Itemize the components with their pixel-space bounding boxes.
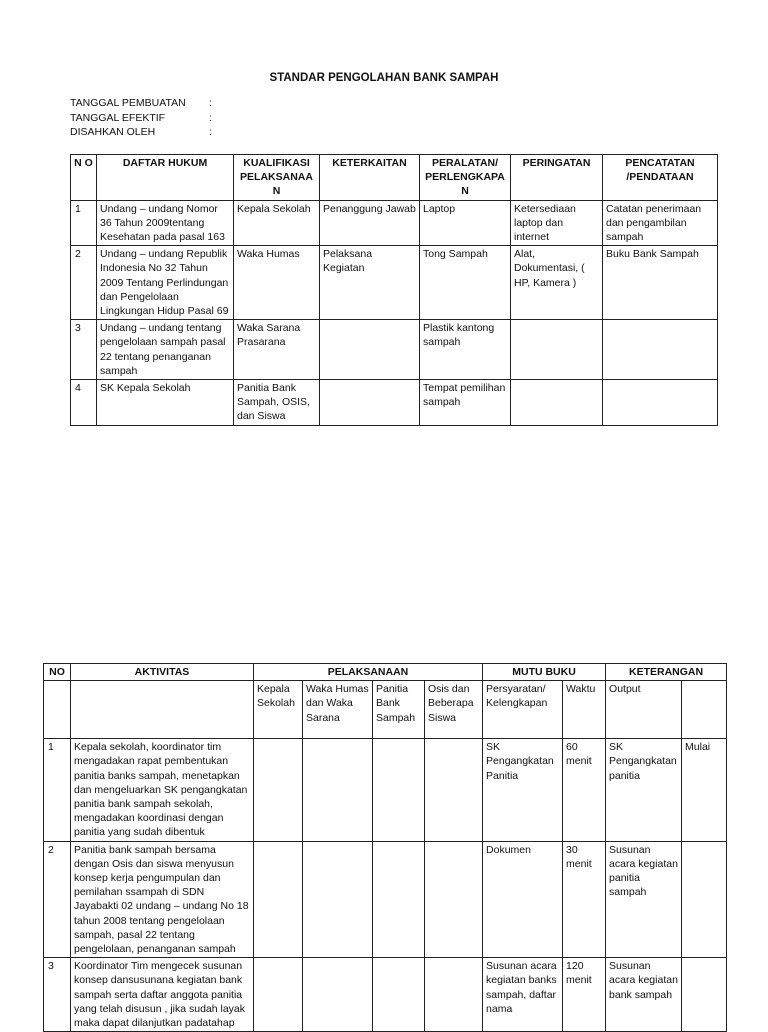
- table-row: [44, 739, 727, 841]
- cell-pelaksana-panitia: [373, 841, 425, 958]
- meta-separator: :: [209, 126, 212, 138]
- table-row: [71, 200, 718, 246]
- subheader-waktu: Waktu: [563, 681, 606, 739]
- table-row: [71, 380, 718, 426]
- legal-basis-table: [70, 154, 718, 426]
- cell-waktu: 120 menit: [563, 958, 606, 1032]
- col-header-no: N O: [71, 155, 97, 201]
- meta-row-tanggal-efektif: [70, 111, 212, 126]
- subheader-osis: Osis dan Beberapa Siswa: [425, 681, 483, 739]
- cell-peringatan: Alat, Dokumentasi, ( HP, Kamera ): [511, 246, 603, 320]
- cell-no: 3: [71, 320, 97, 380]
- table-subheader-row: [44, 681, 727, 739]
- cell-pelaksana-panitia: [373, 958, 425, 1032]
- col-header-no: NO: [44, 664, 71, 681]
- cell-no: 2: [71, 246, 97, 320]
- cell-no: 3: [44, 958, 71, 1032]
- table-row: [44, 958, 727, 1032]
- meta-row-tanggal-pembuatan: [70, 96, 212, 111]
- col-header-pencatatan: PENCATATAN /PENDATAAN: [603, 155, 718, 201]
- cell-aktivitas: Kepala sekolah, koordinator tim mengadakan rapat pembentukan panitia banks sampah, menetapkan dan mengeluarkan SK pengangkatan panitia bank sampah sekolah, mengadakan koordinasi dengan panitia yang sudah dibentuk: [71, 739, 254, 841]
- cell-aktivitas: Koordinator Tim mengecek susunan konsep dansusunana kegiatan bank sampah serta daftar anggota panitia yang telah disusun , jika sudah layak maka dapat dilanjutkan padatahap: [71, 958, 254, 1032]
- col-header-pelaksanaan: PELAKSANAAN: [254, 664, 483, 681]
- cell-peringatan: [511, 320, 603, 380]
- cell-daftar-hukum: Undang – undang tentang pengelolaan sampah pasal 22 tentang penanganan sampah: [97, 320, 234, 380]
- col-header-mutu-buku: MUTU BUKU: [483, 664, 606, 681]
- cell-keterkaitan: [320, 380, 420, 426]
- cell-kualifikasi: Waka Humas: [234, 246, 320, 320]
- cell-pelaksana-panitia: [373, 739, 425, 841]
- cell-no: 2: [44, 841, 71, 958]
- cell-persyaratan: Dokumen: [483, 841, 563, 958]
- table-row: [71, 320, 718, 380]
- cell-output: Susunan acara kegiatan bank sampah: [606, 958, 682, 1032]
- cell-pelaksana-kepala: [254, 841, 303, 958]
- cell-pelaksana-waka: [303, 841, 373, 958]
- cell-kualifikasi: Kepala Sekolah: [234, 200, 320, 246]
- cell-waktu: 30 menit: [563, 841, 606, 958]
- cell-waktu: 60 menit: [563, 739, 606, 841]
- cell-daftar-hukum: Undang – undang Nomor 36 Tahun 2009tentang Kesehatan pada pasal 163: [97, 200, 234, 246]
- cell-pencatatan: [603, 380, 718, 426]
- cell-persyaratan: SK Pengangkatan Panitia: [483, 739, 563, 841]
- table-row: [71, 246, 718, 320]
- cell-keterkaitan: [320, 320, 420, 380]
- cell-no: 4: [71, 380, 97, 426]
- cell-pencatatan: [603, 320, 718, 380]
- cell-output: Susunan acara kegiatan panitia sampah: [606, 841, 682, 958]
- table-header-row: [44, 664, 727, 681]
- cell-keterangan: [682, 841, 727, 958]
- cell-pelaksana-waka: [303, 739, 373, 841]
- cell-pelaksana-osis: [425, 841, 483, 958]
- cell-kualifikasi: Panitia Bank Sampah, OSIS, dan Siswa: [234, 380, 320, 426]
- subheader-output: Output: [606, 681, 682, 739]
- cell-pelaksana-kepala: [254, 958, 303, 1032]
- cell-daftar-hukum: Undang – undang Republik Indonesia No 32 Tahun 2009 Tentang Perlindungan dan Pengelolaan Lingkungan Hidup Pasal 69: [97, 246, 234, 320]
- cell-keterkaitan: Pelaksana Kegiatan: [320, 246, 420, 320]
- cell-peralatan: Tempat pemilihan sampah: [420, 380, 511, 426]
- col-header-keterangan: KETERANGAN: [606, 664, 727, 681]
- cell-kualifikasi: Waka Sarana Prasarana: [234, 320, 320, 380]
- cell-peringatan: Ketersediaan laptop dan internet: [511, 200, 603, 246]
- cell-daftar-hukum: SK Kepala Sekolah: [97, 380, 234, 426]
- meta-label: TANGGAL PEMBUATAN: [70, 97, 186, 109]
- col-header-aktivitas: AKTIVITAS: [71, 664, 254, 681]
- cell-keterangan: [682, 958, 727, 1032]
- cell-aktivitas: Panitia bank sampah bersama dengan Osis dan siswa menyusun konsep kerja pengumpulan dan pemilahan ssampah di SDN Jayabakti 02 undang – undang No 18 tahun 2008 tentang pengelolaan sampah, pasal 22 tentang pengelolaan, penanganan sampah: [71, 841, 254, 958]
- meta-label: TANGGAL EFEKTIF: [70, 111, 166, 124]
- cell-pelaksana-waka: [303, 958, 373, 1032]
- table-row: [44, 841, 727, 958]
- meta-row-disahkan-oleh: [70, 125, 212, 140]
- col-header-kualifikasi: KUALIFIKASI PELAKSANAAN: [234, 155, 320, 201]
- meta-separator: :: [209, 97, 212, 109]
- cell-peralatan: Laptop: [420, 200, 511, 246]
- subheader-empty: [71, 681, 254, 739]
- meta-separator: :: [209, 111, 212, 124]
- cell-keterangan: Mulai: [682, 739, 727, 841]
- cell-no: 1: [44, 739, 71, 841]
- table-header-row: [71, 155, 718, 201]
- cell-peralatan: Plastik kantong sampah: [420, 320, 511, 380]
- col-header-peralatan: PERALATAN/ PERLENGKAPAN: [420, 155, 511, 201]
- subheader-panitia: Panitia Bank Sampah: [373, 681, 425, 739]
- subheader-persyaratan: Persyaratan/ Kelengkapan: [483, 681, 563, 739]
- activity-table: [43, 663, 727, 1032]
- meta-label: DISAHKAN OLEH: [70, 126, 156, 138]
- col-header-keterkaitan: KETERKAITAN: [320, 155, 420, 201]
- cell-pelaksana-osis: [425, 739, 483, 841]
- document-title: STANDAR PENGOLAHAN BANK SAMPAH: [269, 72, 499, 84]
- cell-pelaksana-osis: [425, 958, 483, 1032]
- cell-pencatatan: Buku Bank Sampah: [603, 246, 718, 320]
- subheader-kepala-sekolah: Kepala Sekolah: [254, 681, 303, 739]
- col-header-daftar-hukum: DAFTAR HUKUM: [97, 155, 234, 201]
- col-header-peringatan: PERINGATAN: [511, 155, 603, 201]
- cell-keterkaitan: Penanggung Jawab: [320, 200, 420, 246]
- cell-peralatan: Tong Sampah: [420, 246, 511, 320]
- subheader-waka: Waka Humas dan Waka Sarana: [303, 681, 373, 739]
- cell-pencatatan: Catatan penerimaan dan pengambilan sampah: [603, 200, 718, 246]
- cell-persyaratan: Susunan acara kegiatan banks sampah, daftar nama: [483, 958, 563, 1032]
- document-meta: [70, 96, 212, 140]
- cell-pelaksana-kepala: [254, 739, 303, 841]
- cell-output: SK Pengangkatan panitia: [606, 739, 682, 841]
- subheader-empty: [44, 681, 71, 739]
- cell-peringatan: [511, 380, 603, 426]
- subheader-empty: [682, 681, 727, 739]
- cell-no: 1: [71, 200, 97, 246]
